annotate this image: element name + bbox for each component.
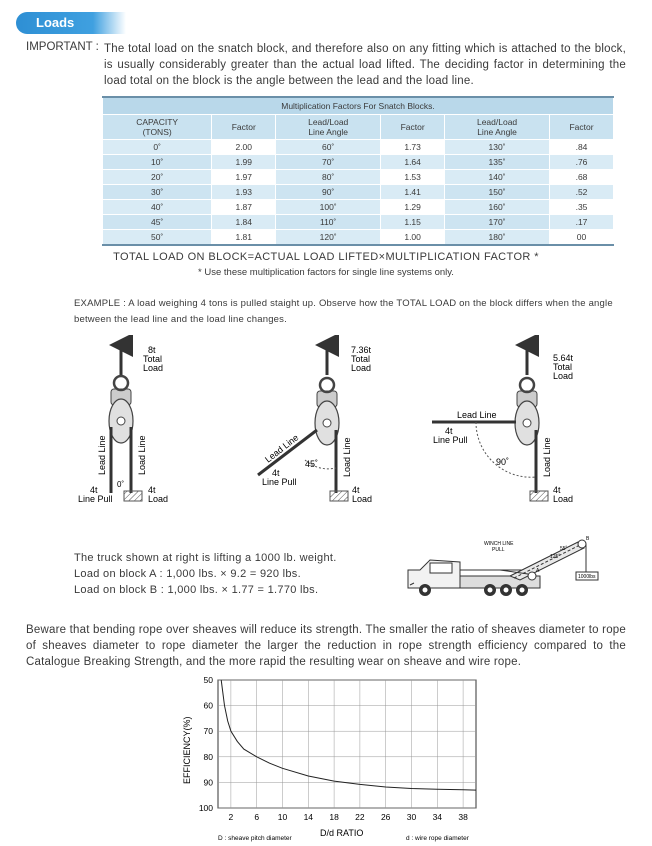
diagram-2-angle: 45˚ xyxy=(305,459,319,469)
table-cell: 150˚ xyxy=(445,185,550,200)
table-cell: 30˚ xyxy=(103,185,212,200)
chart-x-tick-label: 10 xyxy=(277,812,288,822)
formula-note: * Use these multiplication factors for single line systems only. xyxy=(198,267,454,278)
table-cell: 1.00 xyxy=(381,230,445,246)
table-cell: 1.84 xyxy=(212,215,276,230)
table-cell: 2.00 xyxy=(212,140,276,155)
table-row xyxy=(103,215,614,230)
diagram-3-pull-value: 4t xyxy=(445,426,453,436)
table-cell: .17 xyxy=(550,215,614,230)
diagram-2-pull-label: Line Pull xyxy=(262,477,297,487)
table-cell: 0˚ xyxy=(103,140,212,155)
diagram-3-total: 5.64t xyxy=(553,353,574,363)
beware-paragraph xyxy=(26,622,626,670)
chart-y-tick-label: 100 xyxy=(198,803,213,813)
table-header-cell xyxy=(445,115,550,140)
diagram-3-load-label: Load xyxy=(553,494,574,504)
diagram-1-total-label-1: Total xyxy=(143,354,163,364)
table-cell: 135˚ xyxy=(445,155,550,170)
table-cell: 100˚ xyxy=(276,200,381,215)
truck-angle-125: 125˚ xyxy=(550,554,561,560)
table-cell: 1.73 xyxy=(381,140,445,155)
important-label: IMPORTANT : xyxy=(26,41,99,53)
section-title-tab xyxy=(16,12,126,34)
chart-note-D: D : sheave pitch diameter xyxy=(218,835,292,842)
table-cell: 80˚ xyxy=(276,170,381,185)
diagram-2-total-label-1: Total xyxy=(351,354,371,364)
table-cell: .76 xyxy=(550,155,614,170)
table-header-cell xyxy=(212,115,276,140)
table-cell: .52 xyxy=(550,185,614,200)
table-cell: 10˚ xyxy=(103,155,212,170)
truck-line-3: Load on block B : 1,000 lbs. × 1.77 = 1.770 lbs. xyxy=(74,584,319,596)
table-row xyxy=(103,170,614,185)
diagram-2-load-label: Load xyxy=(352,494,373,504)
diagram-1-total: 8t xyxy=(148,345,156,355)
chart-x-tick-label: 26 xyxy=(380,812,391,822)
beware-text: that bending rope over sheaves will reduce its strength. The smaller the ratio of sheaves diameter to rope of sheaves diameter to rope diameter the larger the reduction in rope strength efficiency compared to the Catalogue Breaking Strength, and the more rapid the resulting wear on sheave and wire rope. xyxy=(26,624,626,668)
chart-note-d: d : wire rope diameter xyxy=(406,835,469,842)
table-header-line: Factor xyxy=(569,122,594,132)
table-header-line: Line Angle xyxy=(477,127,517,137)
table-cell: 60˚ xyxy=(276,140,381,155)
table-cell: 1.64 xyxy=(381,155,445,170)
diagram-2-lead-line: Lead Line xyxy=(263,432,301,465)
diagram-3-total-label-1: Total xyxy=(553,362,573,372)
example-text: EXAMPLE : A load weighing 4 tons is pulled staight up. Observe how the TOTAL LOAD on the block differs when the angle between the lead line and the load line changes. xyxy=(74,298,613,325)
table-cell: 110˚ xyxy=(276,215,381,230)
table-cell: 20˚ xyxy=(103,170,212,185)
table-cell: 170˚ xyxy=(445,215,550,230)
table-cell: 1.81 xyxy=(212,230,276,246)
diagram-1-load-label: Load xyxy=(148,494,169,504)
diagram-1-pull-label: Line Pull xyxy=(78,494,113,504)
snatch-block-diagrams xyxy=(0,335,652,515)
diagram-3-total-label-2: Load xyxy=(553,371,574,381)
table-cell: 1.97 xyxy=(212,170,276,185)
table-cell: 180˚ xyxy=(445,230,550,246)
table-header-line: Lead/Load xyxy=(476,117,518,127)
table-body xyxy=(103,140,614,246)
table-cell: 160˚ xyxy=(445,200,550,215)
table-header-line: Line Angle xyxy=(308,127,349,137)
chart-y-tick-label: 70 xyxy=(203,726,213,737)
chart-y-tick-label: 80 xyxy=(203,751,213,762)
diagram-1-angle: 0˚ xyxy=(117,480,125,489)
table-header-line: (TONS) xyxy=(142,127,172,137)
table-cell: .35 xyxy=(550,200,614,215)
table-cell: 1.15 xyxy=(381,215,445,230)
table-cell: 1.93 xyxy=(212,185,276,200)
diagram-2-load-line: Load Line xyxy=(342,437,352,477)
table-header-line: Lead/Load xyxy=(308,117,349,127)
table-cell: 120˚ xyxy=(276,230,381,246)
table-cell: 1.87 xyxy=(212,200,276,215)
chart-x-tick-label: 22 xyxy=(355,812,365,822)
table-cell: .84 xyxy=(550,140,614,155)
table-cell: 90˚ xyxy=(276,185,381,200)
truck-line-1: The truck shown at right is lifting a 1000 lb. weight. xyxy=(74,552,337,564)
table-header-cell xyxy=(381,115,445,140)
table-header-line: CAPACITY xyxy=(136,117,179,127)
table-cell: 1.29 xyxy=(381,200,445,215)
truck-winch-label-2: PULL xyxy=(492,547,505,553)
truck-block-a: A xyxy=(536,568,540,574)
chart-x-tick-label: 34 xyxy=(432,812,443,822)
table-header-row xyxy=(103,115,614,140)
diagram-1-pull-value: 4t xyxy=(90,485,98,495)
table-header-line: Factor xyxy=(400,122,425,132)
table-cell: 1.41 xyxy=(381,185,445,200)
section-title: Loads xyxy=(36,15,75,30)
diagram-3-angle: 90˚ xyxy=(496,457,510,467)
chart-x-tick-label: 38 xyxy=(458,812,468,822)
multiplication-factor-table xyxy=(102,96,614,246)
table-header-cell xyxy=(103,115,212,140)
diagram-2-pull-value: 4t xyxy=(272,468,280,478)
table-header-cell xyxy=(276,115,381,140)
beware-lead: Beware xyxy=(26,624,67,636)
table-cell: 140˚ xyxy=(445,170,550,185)
diagram-0deg xyxy=(78,345,168,504)
chart-y-tick-label: 90 xyxy=(203,777,213,788)
chart-x-tick-label: 30 xyxy=(406,812,417,822)
truck-weight: 1000lbs xyxy=(578,574,596,580)
diagram-3-lead-line: Lead Line xyxy=(457,410,497,420)
diagram-3-load-line: Load Line xyxy=(542,437,552,477)
diagram-1-total-label-2: Load xyxy=(143,363,164,373)
diagram-1-lead-line: Lead Line xyxy=(97,435,107,475)
table-cell: .68 xyxy=(550,170,614,185)
formula: TOTAL LOAD ON BLOCK=ACTUAL LOAD LIFTED×MULTIPLICATION FACTOR * xyxy=(113,251,539,263)
diagram-3-load-value: 4t xyxy=(553,485,561,495)
chart-y-label: EFFICIENCY(%) xyxy=(182,716,192,784)
truck-block-b: B xyxy=(586,536,590,542)
table-header-line: Factor xyxy=(231,122,256,132)
truck-description xyxy=(74,550,337,598)
table-row xyxy=(103,155,614,170)
chart-x-label: D/d RATIO xyxy=(320,828,364,838)
table-header-cell xyxy=(550,115,614,140)
table-cell: 1.99 xyxy=(212,155,276,170)
table-row xyxy=(103,230,614,246)
chart-x-tick-label: 6 xyxy=(254,812,260,822)
efficiency-chart xyxy=(180,676,500,844)
truck-winch-label-1: WINCH LINE xyxy=(484,541,514,547)
diagram-90deg xyxy=(432,345,574,504)
table-row xyxy=(103,185,614,200)
diagram-2-total: 7.36t xyxy=(351,345,372,355)
table-row xyxy=(103,140,614,155)
diagram-2-total-label-2: Load xyxy=(351,363,372,373)
crane-truck-illustration xyxy=(400,530,630,610)
chart-y-tick-label: 60 xyxy=(203,700,213,711)
table-row xyxy=(103,200,614,215)
chart-x-tick-label: 18 xyxy=(329,812,339,822)
chart-y-ticks xyxy=(199,676,213,813)
chart-x-ticks xyxy=(229,812,469,822)
table-cell: 1.53 xyxy=(381,170,445,185)
table-cell: 40˚ xyxy=(103,200,212,215)
table-cell: 70˚ xyxy=(276,155,381,170)
truck-angle-55: 55˚ xyxy=(560,546,568,552)
diagram-45deg xyxy=(258,345,372,504)
diagram-2-load-value: 4t xyxy=(352,485,360,495)
chart-x-tick-label: 14 xyxy=(303,812,314,822)
table-title: Multiplication Factors For Snatch Blocks. xyxy=(103,97,614,115)
diagram-1-load-line: Load Line xyxy=(137,435,147,475)
truck-line-2: Load on block A : 1,000 lbs. × 9.2 = 920 lbs. xyxy=(74,568,301,580)
table-cell: 50˚ xyxy=(103,230,212,246)
diagram-3-pull-label: Line Pull xyxy=(433,435,468,445)
table-cell: 130˚ xyxy=(445,140,550,155)
chart-x-tick-label: 2 xyxy=(228,812,234,822)
table-cell: 00 xyxy=(550,230,614,246)
important-text: The total load on the snatch block, and therefore also on any fitting which is attached to the block, is usually considerably greater than the actual load lifted. The deciding factor in determining the load total on the block is the angle between the lead and the load line. xyxy=(104,43,626,87)
table-cell: 45˚ xyxy=(103,215,212,230)
diagram-1-load-value: 4t xyxy=(148,485,156,495)
chart-y-tick-label: 50 xyxy=(203,676,213,685)
